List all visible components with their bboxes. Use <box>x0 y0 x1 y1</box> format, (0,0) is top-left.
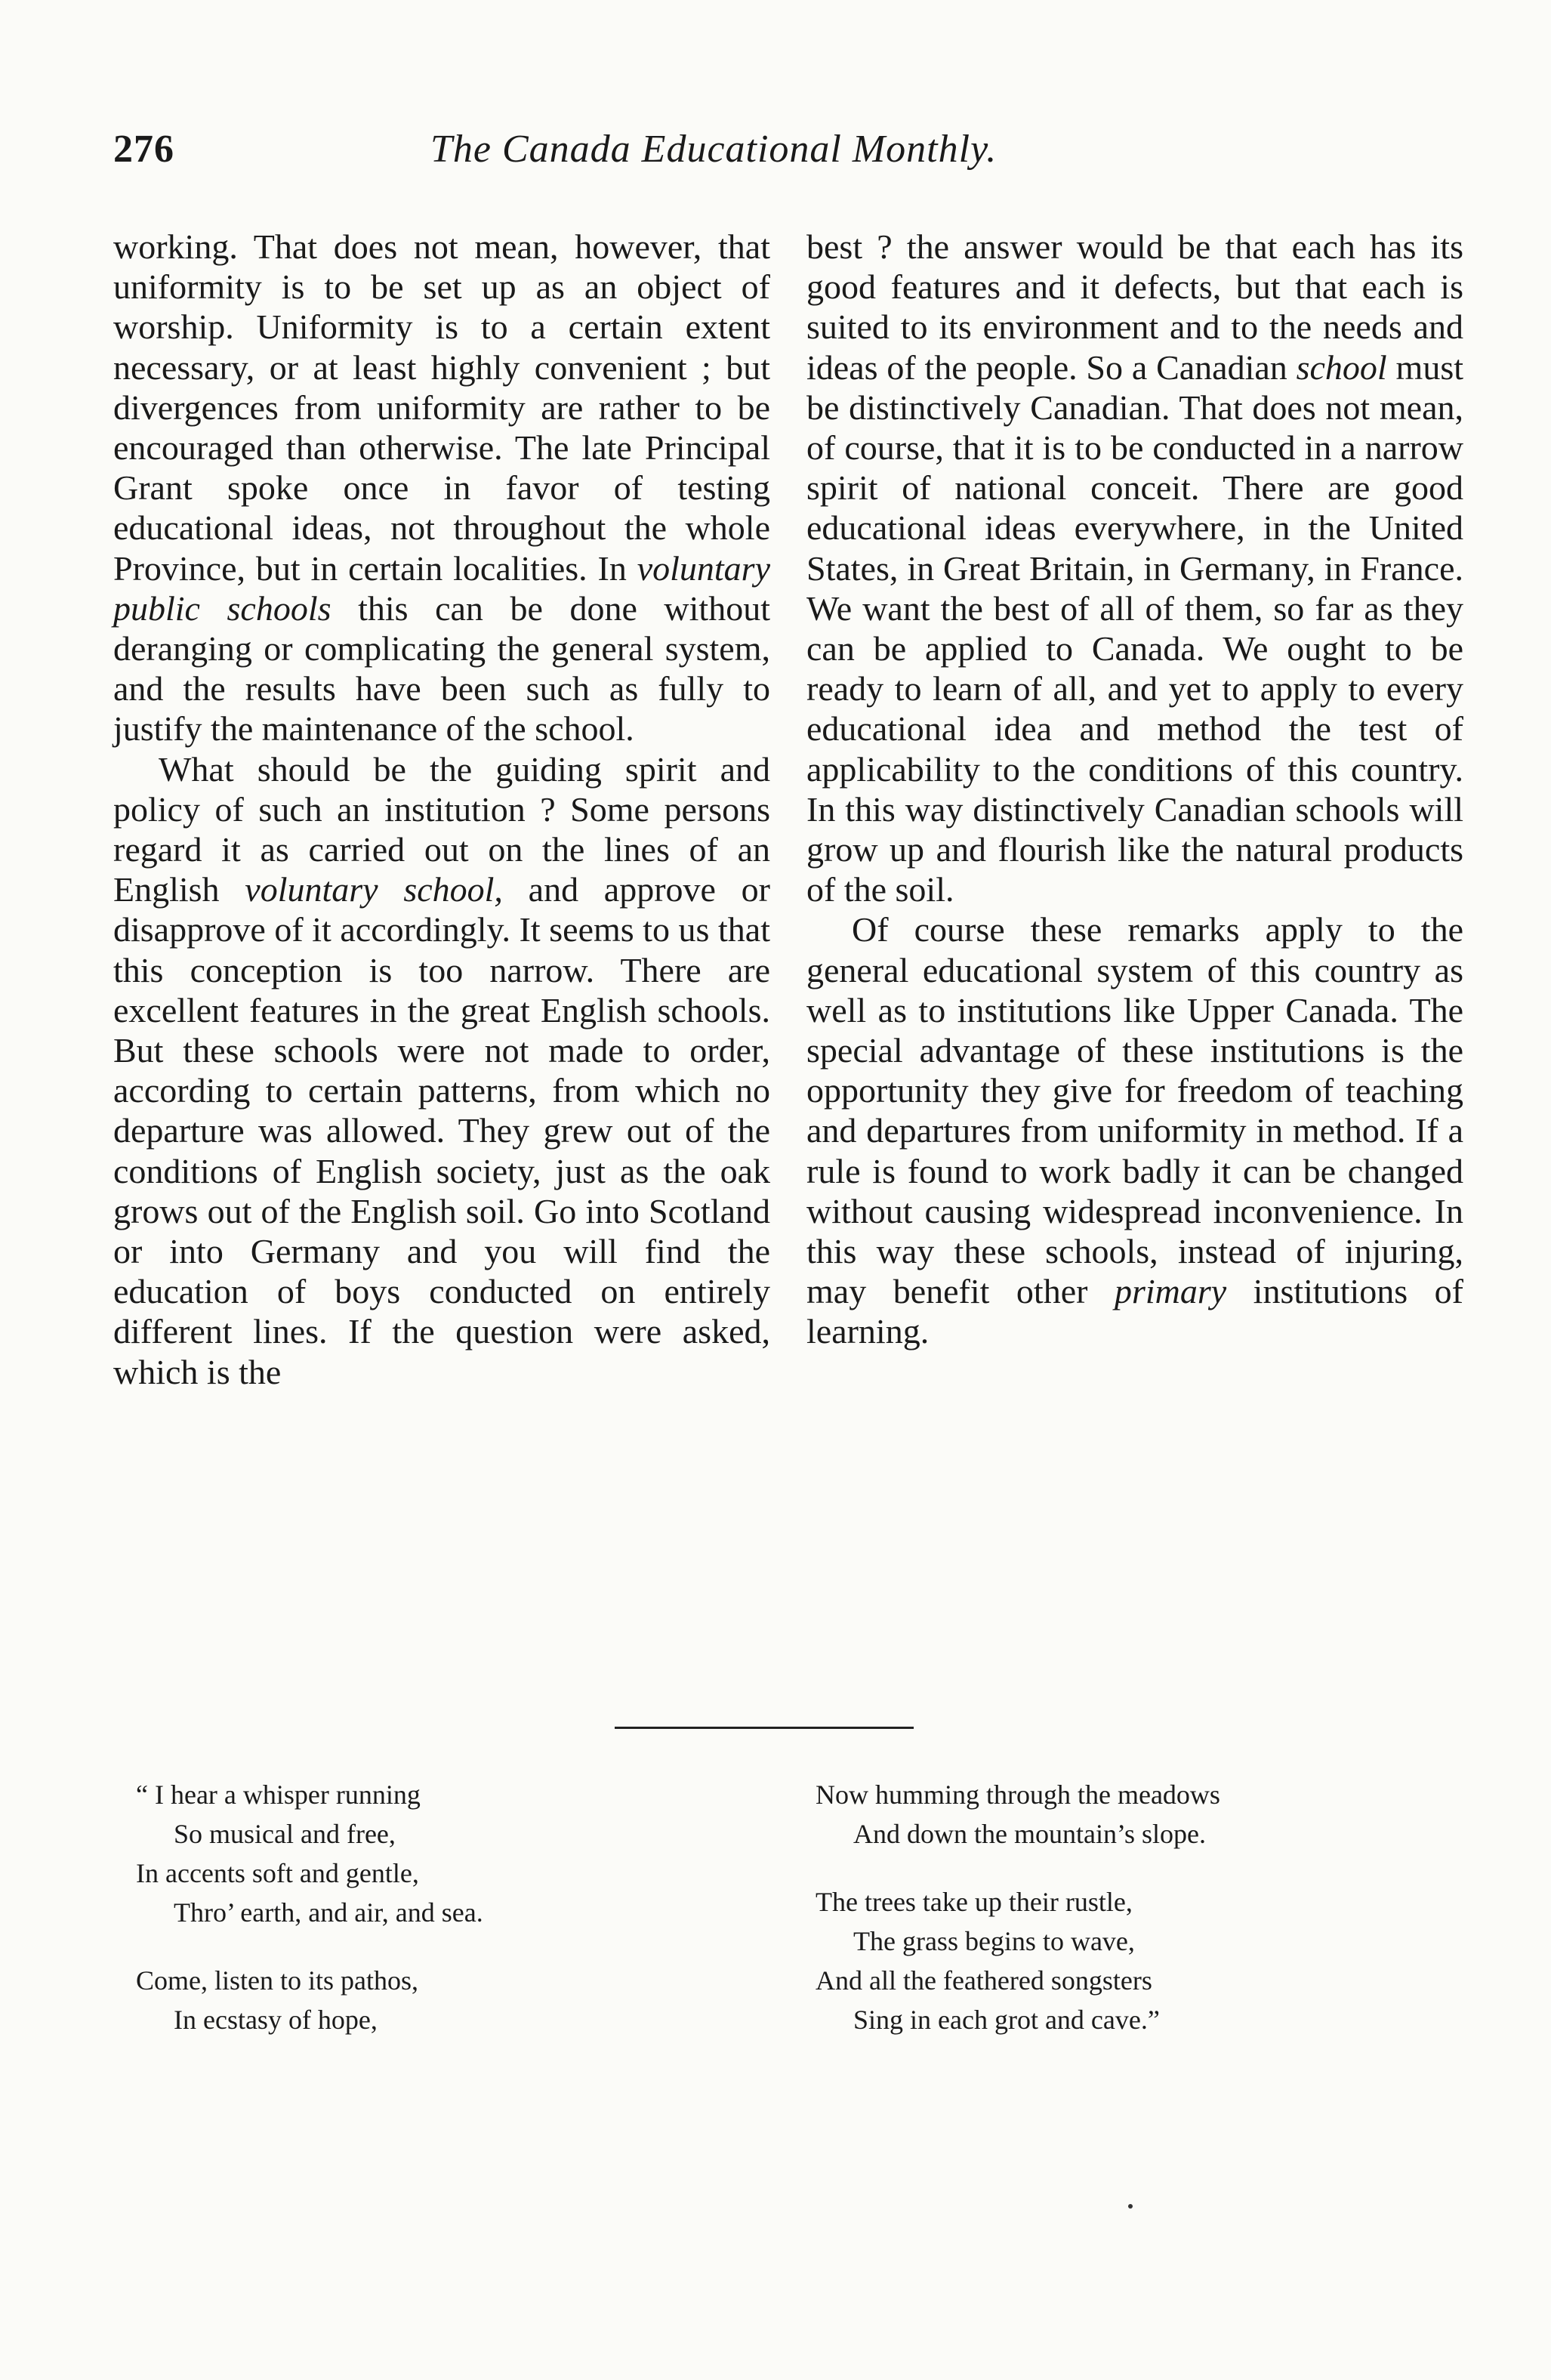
paragraph <box>806 227 1463 909</box>
text-run: and approve or disapprove of it accordingly. It seems to us that this conception is too narrow. There are excellent features in the great English schools. But these schools were not made to order, according to certain patterns, from which no departure was allowed. They grew out of the conditions of English society, just as the oak grows out of the English soil. Go into Scotland or into Germany and you will find the education of boys conducted on entirely different lines. If the question were asked, which is the <box>113 870 770 1391</box>
text-run: Of course these remarks apply to the general educational system of this country as well as to institutions like Upper Canada. The special advantage of these institutions is the opportunity they give for freedom of teaching and departures from uniformity in method. If a rule is found to work badly it can be changed without causing widespread inconvenience. In this way these schools, instead of injuring, may benefit other <box>806 910 1463 1311</box>
journal-title: The Canada Educational Monthly. <box>430 128 998 171</box>
poem-line: Now humming through the meadows <box>816 1780 1220 1810</box>
poem-line: Thro’ earth, and air, and sea. <box>174 1897 483 1928</box>
italic-text: school <box>1296 347 1387 387</box>
right-column <box>806 227 1463 1352</box>
poem-stanza <box>136 1961 483 2039</box>
poem-line: In accents soft and gentle, <box>136 1858 419 1888</box>
paragraph <box>113 749 770 1392</box>
poem-line: “ I hear a whisper running <box>136 1780 421 1810</box>
text-run: this can be done without deranging or complicating the general system, and the results have been such as fully to justify the maintenance of the school. <box>113 588 770 749</box>
poem-left <box>136 1775 483 2068</box>
poem-line: In ecstasy of hope, <box>174 2005 378 2035</box>
text-run: What should be the guiding spirit and policy of such an institution ? Some persons regard it as carried out on the lines of an English <box>113 749 770 909</box>
running-head <box>113 127 1170 187</box>
poem-stanza <box>816 1882 1220 2039</box>
italic-text: voluntary school, <box>245 870 503 909</box>
poem-stanza <box>816 1775 1220 1854</box>
poem-line: And down the mountain’s slope. <box>853 1819 1206 1849</box>
poem-line: And all the feathered songsters <box>816 1965 1152 1996</box>
poem-line: The grass begins to wave, <box>853 1926 1135 1956</box>
poem-right <box>816 1775 1220 2068</box>
page-number: 276 <box>113 128 174 171</box>
text-run: must be distinctively Canadian. That does not mean, of course, that it is to be conducted in a narrow spirit of national conceit. There are good educational ideas everywhere, in the United States, in Great Britain, in Germany, in France. We want the best of all of them, so far as they can be applied to Canada. We ought to be ready to learn of all, and yet to apply to every educational idea and method the test of applicability to the conditions of this country. In this way distinctively Canadian schools will grow up and flourish like the natural products of the soil. <box>806 347 1464 909</box>
text-run: working. That does not mean, however, that uniformity is to be set up as an object of worship. Uniformity is to a certain extent necessary, or at least highly convenient ; but divergences from uniformity are rather to be encouraged than otherwise. The late Principal Grant spoke once in favor of testing educational ideas, not throughout the whole Province, but in certain localities. In <box>113 227 770 588</box>
section-divider <box>615 1727 914 1729</box>
poem-stanza <box>136 1775 483 1932</box>
poem-line: The trees take up their rustle, <box>816 1887 1133 1917</box>
italic-text: voluntary public schools <box>113 548 770 628</box>
poem-line: Come, listen to its pathos, <box>136 1965 418 1996</box>
poem-line: Sing in each grot and cave.” <box>853 2005 1160 2035</box>
paragraph <box>113 227 770 749</box>
left-column <box>113 227 770 1392</box>
italic-text: primary <box>1114 1272 1227 1311</box>
poem-line: So musical and free, <box>174 1819 396 1849</box>
text-run: institutions of learning. <box>806 1272 1463 1351</box>
text-run: best ? the answer would be that each has its good features and it defects, but that each is suited to its environment and to the needs and ideas of the people. So a Canadian <box>806 227 1463 387</box>
paragraph <box>806 909 1463 1351</box>
stray-mark <box>1128 2204 1133 2209</box>
